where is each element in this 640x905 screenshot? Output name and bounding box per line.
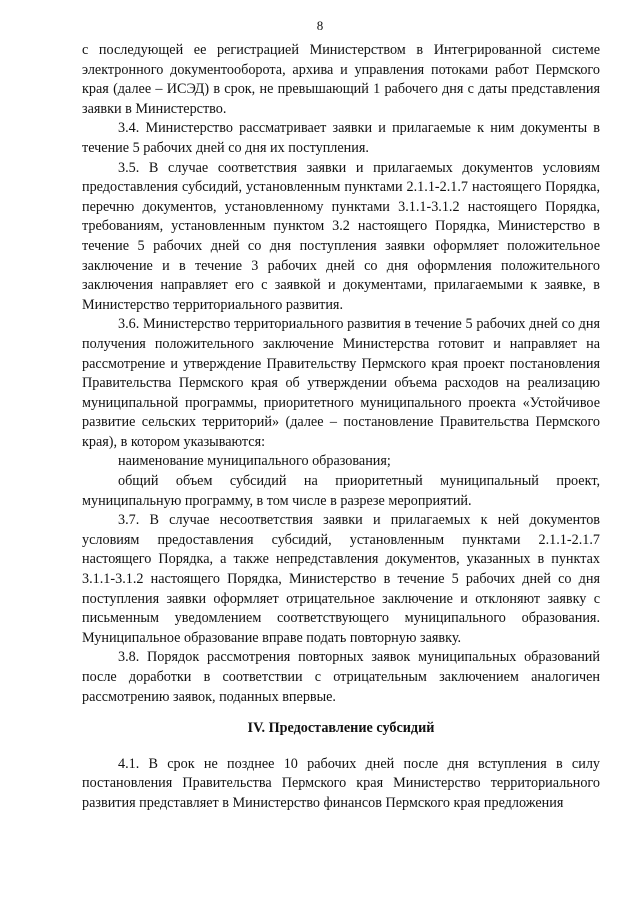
paragraph-3-8: 3.8. Порядок рассмотрения повторных заявок муниципальных образований после доработки в соответствии с отрицательным заключением аналогичен рассмотрению заявок, поданных впервые.	[82, 649, 600, 705]
paragraph-list-item-1: наименование муниципального образования;	[118, 453, 391, 470]
paragraph-3-6: 3.6. Министерство территориального развития в течение 5 рабочих дней со дня получения положительного заключение Министерства готовит и направляет на рассмотрение и утверждение Правительству Пермского края проект постановления Правительства Пермского края об утверждении объема расходов на реализацию муниципальной программы, приоритетного муниципального проекта «Устойчивое развитие сельских территорий» (далее – постановление Правительства Пермского края), в котором указываются:	[82, 316, 600, 450]
document-body	[82, 41, 600, 814]
page-number: 8	[316, 18, 324, 33]
paragraph-3-7: 3.7. В случае несоответствия заявки и прилагаемых к ней документов условиям предоставления субсидий, установленным пунктами 2.1.1-2.1.7 настоящего Порядка, а также непредставления документов, указанных в пунктах 3.1.1-3.1.2 настоящего Порядка, Министерство в течение 5 рабочих дней со дня поступления заявки оформляет отрицательное заключение и отклоняют заявку с письменным уведомлением соответствующего муниципального образования. Муниципальное образование вправе подать повторную заявку.	[82, 512, 600, 646]
paragraph-3-5: 3.5. В случае соответствия заявки и прилагаемых документов условиям предоставления субсидий, установленным пунктами 2.1.1-2.1.7 настоящего Порядка, перечню документов, установленному пунктами 3.1.1-3.1.2 настоящего Порядка, требованиям, установленным пунктом 3.2 настоящего Порядка, Министерство в течение 5 рабочих дней со дня поступления заявки оформляет положительное заключение и в течение 3 рабочих дней со дня оформления положительного заключения направляет его с заявкой и документами, прилагаемыми к заявке, в Министерство территориального развития.	[82, 159, 600, 313]
paragraph-list-item-2: общий объем субсидий на приоритетный муниципальный проект, муниципальную программу, в том числе в разрезе мероприятий.	[82, 473, 600, 509]
paragraph-3-4: 3.4. Министерство рассматривает заявки и прилагаемые к ним документы в течение 5 рабочих дней со дня их поступления.	[82, 120, 600, 156]
section-heading: IV. Предоставление субсидий	[247, 720, 435, 737]
paragraph-continuation: с последующей ее регистрацией Министерством в Интегрированной системе электронного документооборота, архива и управления потоками работ Пермского края (далее – ИСЭД) в срок, не превышающий 1 рабочего дня с даты представления заявки в Министерство.	[82, 42, 600, 117]
paragraph-4-1: 4.1. В срок не позднее 10 рабочих дней после дня вступления в силу постановления Правительства Пермского края Министерство территориального развития представляет в Министерство финансов Пермского края предложения	[82, 755, 600, 811]
